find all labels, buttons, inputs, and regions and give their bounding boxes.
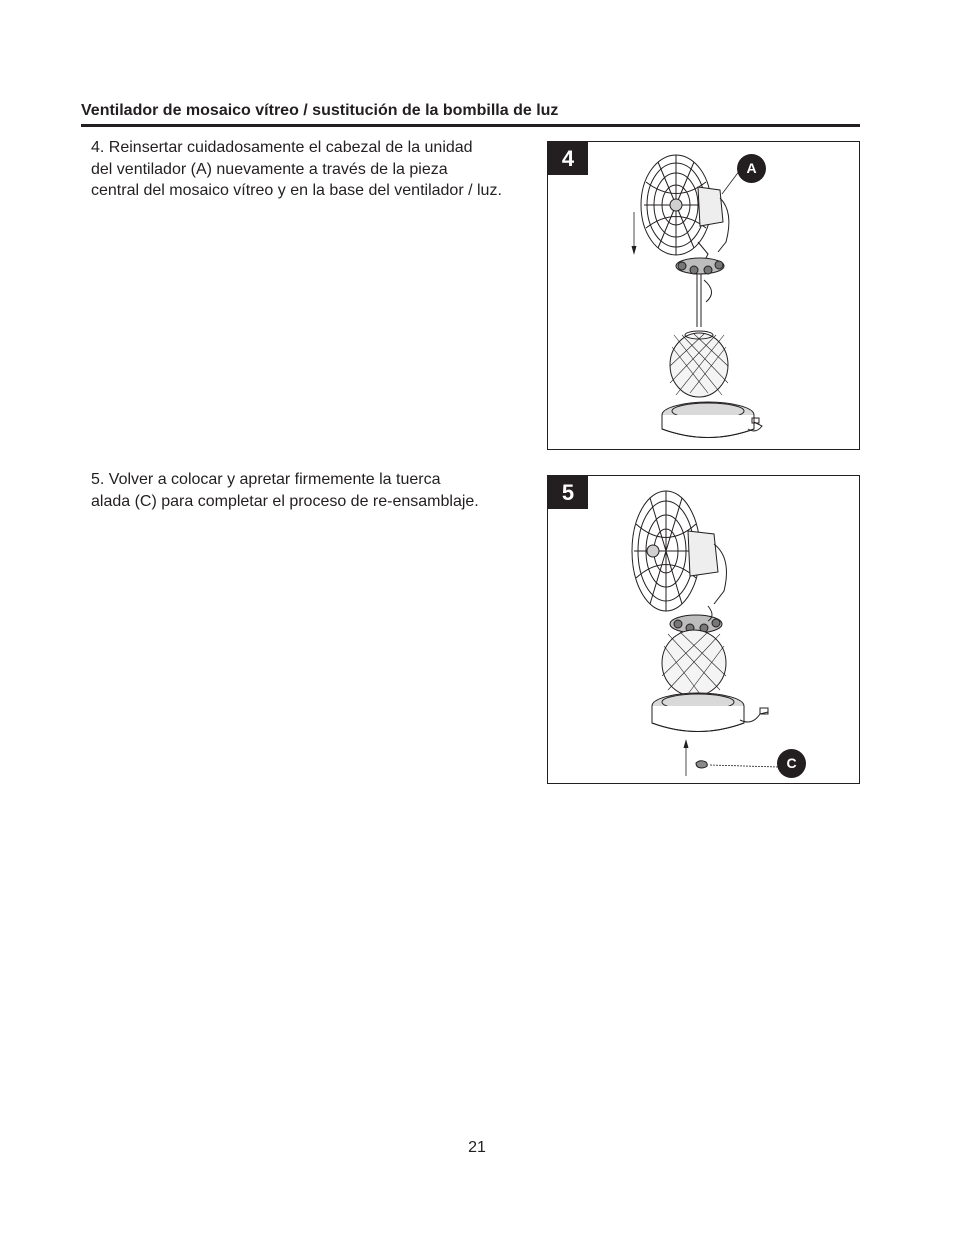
fan-head-insertion-illustration [548, 142, 859, 449]
callout-c: C [777, 749, 806, 778]
section-title: Ventilador de mosaico vítreo / sustitución de la bombilla de luz [81, 102, 559, 119]
section-divider [81, 124, 860, 127]
step-5-figure [547, 475, 860, 784]
step-5-line-1: 5. Volver a colocar y apretar firmemente la tuerca [91, 471, 441, 488]
step-4-line-1: 4. Reinsertar cuidadosamente el cabezal de la unidad [91, 139, 473, 156]
wing-nut-tightening-illustration [548, 476, 859, 783]
step-5-instructions [91, 469, 541, 512]
figure-number-4: 4 [548, 142, 588, 175]
callout-a: A [737, 154, 766, 183]
step-4-figure [547, 141, 860, 450]
page-number: 21 [468, 1139, 486, 1156]
step-5-line-2: alada (C) para completar el proceso de re-ensamblaje. [91, 492, 479, 510]
step-4-line-3: central del mosaico vítreo y en la base del ventilador / luz. [91, 182, 502, 199]
step-4-line-2: del ventilador (A) nuevamente a través de la pieza [91, 160, 448, 178]
step-4-instructions [91, 137, 541, 202]
figure-number-5: 5 [548, 476, 588, 509]
